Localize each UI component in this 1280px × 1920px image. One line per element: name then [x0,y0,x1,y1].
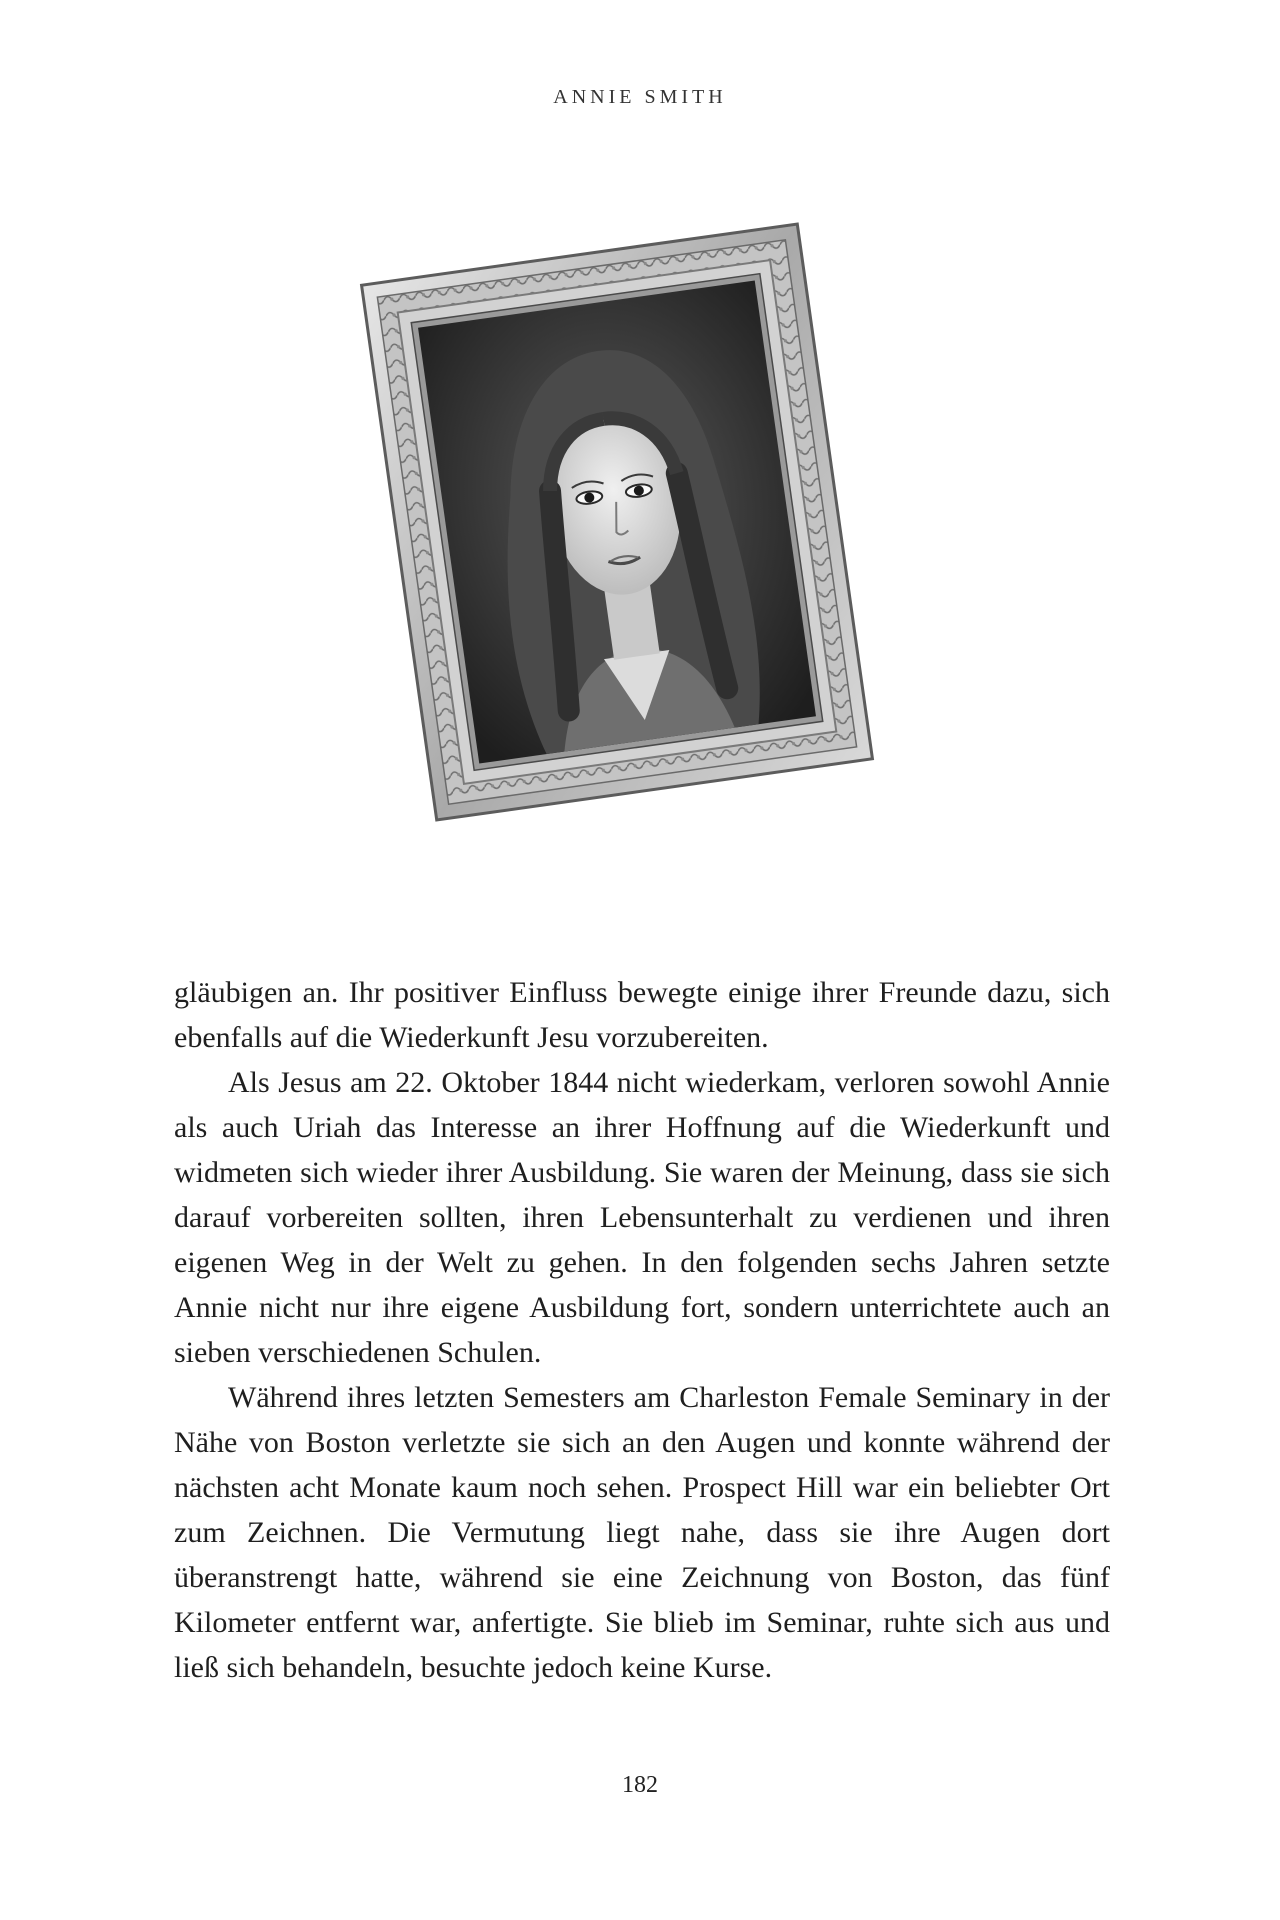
framed-portrait-image [337,182,897,862]
paragraph-1: gläubigen an. Ihr positiver Einfluss bewegte einige ihrer Freunde dazu, sich ebenfalls auf die Wiederkunft Jesu vorzubereiten. [174,976,1110,1054]
body-text [174,970,1110,1690]
framed-portrait-icon [337,182,897,862]
paragraph-3: Während ihres letzten Semesters am Charleston Female Seminary in der Nähe von Boston verletzte sie sich an den Augen und konnte während der nächsten acht Monate kaum noch sehen. Prospect Hill war ein beliebter Ort zum Zeichnen. Die Vermutung liegt nahe, dass sie ihre Augen dort überanstrengt hatte, während sie eine Zeichnung von Boston, das fünf Kilometer entfernt war, anfertigte. Sie blieb im Seminar, ruhte sich aus und ließ sich behandeln, besuchte jedoch keine Kurse. [174,1381,1110,1684]
paragraph-2: Als Jesus am 22. Oktober 1844 nicht wiederkam, verloren sowohl Annie als auch Uriah das Interesse an ihrer Hoffnung auf die Wiederkunft und widmeten sich wieder ihrer Ausbildung. Sie waren der Meinung, dass sie sich darauf vorbereiten sollten, ihren Lebensunterhalt zu verdienen und ihren eigenen Weg in der Welt zu gehen. In den folgenden sechs Jahren setzte Annie nicht nur ihre eigene Ausbildung fort, sondern unterrichtete auch an sieben verschiedenen Schulen. [174,1066,1110,1369]
running-head: ANNIE SMITH [553,86,727,108]
page-number: 182 [622,1772,658,1798]
